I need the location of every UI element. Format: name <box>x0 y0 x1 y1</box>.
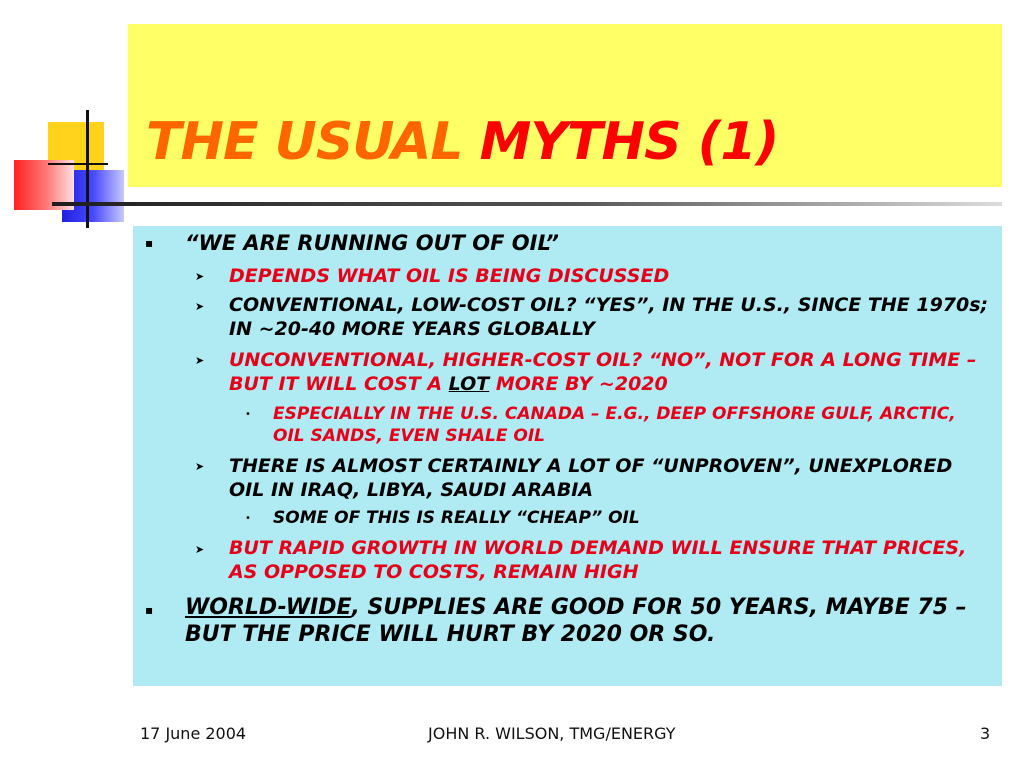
deco-vertical-line <box>86 110 89 228</box>
arrow-bullet: ➤ <box>195 460 205 473</box>
title-box <box>128 24 1002 187</box>
footer-page-number: 3 <box>980 724 991 743</box>
bullet-cheap-oil: SOME OF THIS IS REALLY “CHEAP” OIL <box>273 508 640 528</box>
title-divider <box>52 202 1002 206</box>
lot-emphasis: LOT <box>448 373 490 395</box>
world-wide-emphasis: WORLD-WIDE <box>185 595 352 620</box>
title-part-orange: THE USUAL <box>146 112 480 172</box>
unconventional-tail: MORE BY ~2020 <box>489 373 668 395</box>
footer-author: JOHN R. WILSON, TMG/ENERGY <box>428 724 676 743</box>
footer-date: 17 June 2004 <box>140 724 247 743</box>
world-wide-text: , SUPPLIES ARE GOOD FOR 50 YEARS, MAYBE 75 – BUT THE PRICE WILL HURT BY 2020 OR SO. <box>185 595 967 647</box>
arrow-bullet: ➤ <box>195 270 205 283</box>
dot-bullet: • <box>245 513 251 524</box>
bullet-depends: DEPENDS WHAT OIL IS BEING DISCUSSED <box>229 265 670 287</box>
bullet-unconventional <box>229 348 989 396</box>
unconventional-text: UNCONVENTIONAL, HIGHER-COST OIL? “NO”, NOT FOR A LONG TIME – BUT IT WILL COST A <box>229 349 977 395</box>
bullet-unproven: THERE IS ALMOST CERTAINLY A LOT OF “UNPROVEN”, UNEXPLORED OIL IN IRAQ, LIBYA, SAUDI ARABIA <box>229 455 953 501</box>
bullet-running-out: “WE ARE RUNNING OUT OF OIL” <box>185 231 559 255</box>
square-bullet: ▪ <box>145 236 154 250</box>
bullet-rapid-growth: BUT RAPID GROWTH IN WORLD DEMAND WILL ENSURE THAT PRICES, AS OPPOSED TO COSTS, REMAIN HIGH <box>229 537 967 583</box>
deco-horizontal-line-short <box>48 163 108 165</box>
content-box <box>133 226 1002 686</box>
dot-bullet: • <box>245 409 251 420</box>
slide-title <box>146 112 778 172</box>
arrow-bullet: ➤ <box>195 543 205 556</box>
square-bullet: ▪ <box>145 603 154 617</box>
bullet-especially: ESPECIALLY IN THE U.S. CANADA – E.G., DEEP OFFSHORE GULF, ARCTIC, OIL SANDS, EVEN SHALE OIL <box>273 404 956 446</box>
title-part-red: MYTHS (1) <box>479 112 779 172</box>
bullet-world-wide <box>185 594 995 648</box>
bullet-conventional: CONVENTIONAL, LOW-COST OIL? “YES”, IN THE U.S., SINCE THE 1970s; IN ~20-40 MORE YEARS GLOBALLY <box>229 294 989 340</box>
arrow-bullet: ➤ <box>195 300 205 313</box>
arrow-bullet: ➤ <box>195 354 205 367</box>
